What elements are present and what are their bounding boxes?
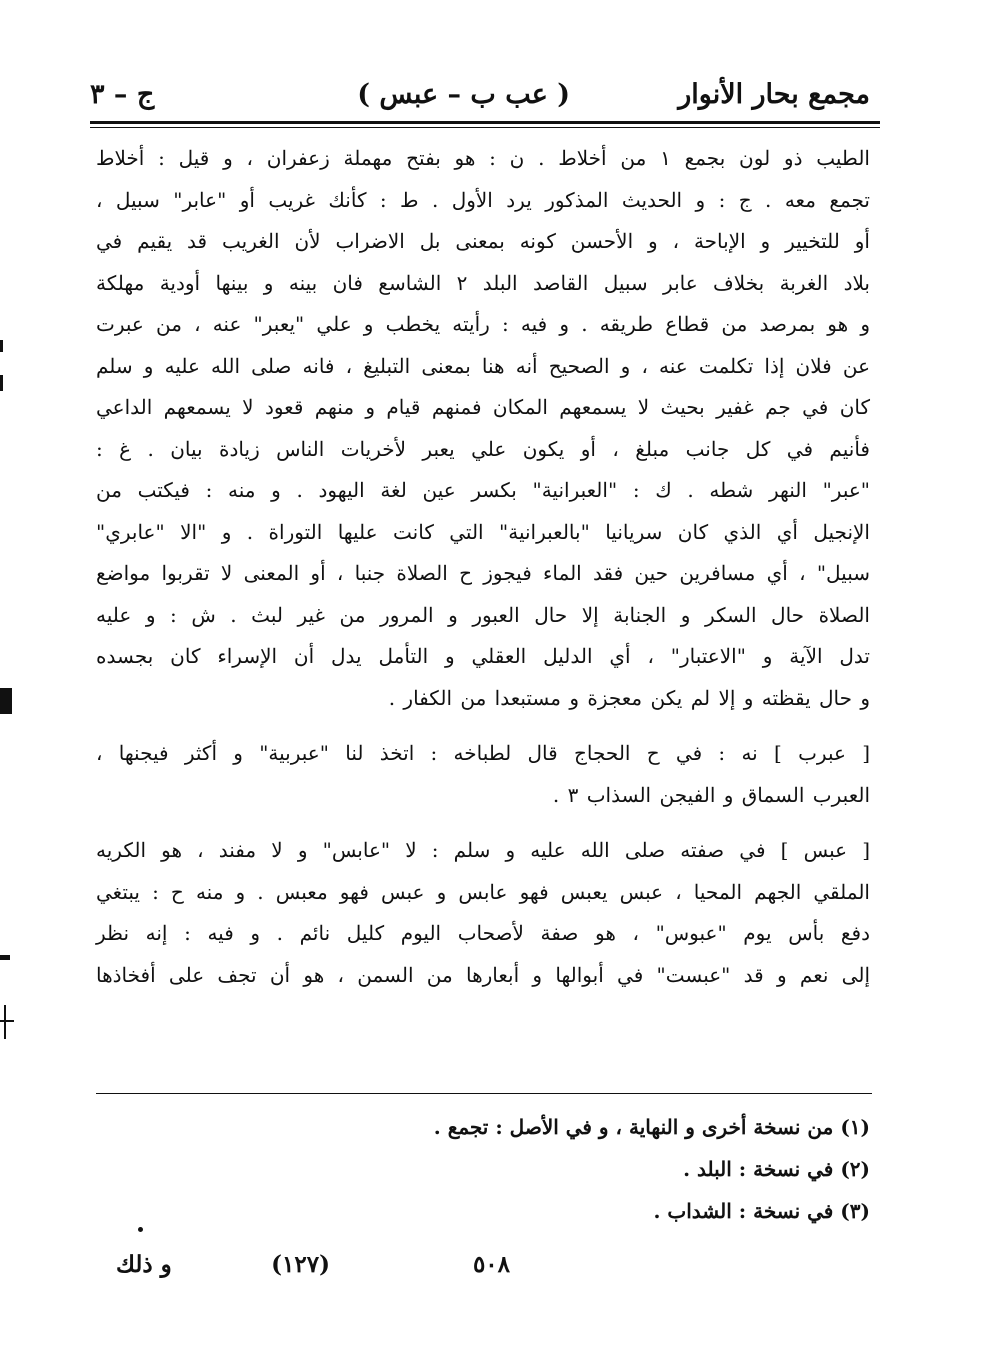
- text-line: أو للتخيير و الإباحة ، و الأحسن كونه بمعنى بل الاضراب لأن الغريب قد يقيم في: [96, 229, 870, 253]
- scan-edge-mark: [0, 1020, 14, 1022]
- original-page-number: (١٢٧): [271, 1251, 330, 1278]
- scan-edge-mark: [0, 688, 12, 714]
- catchword: و ذلك: [116, 1251, 172, 1278]
- entry-spacer: [96, 816, 870, 830]
- text-line: عن فلان إذا تكلمت عنه ، و الصحيح أنه هنا بمعنى التبليغ ، فانه صلى الله عليه و سلم: [96, 353, 870, 378]
- footnote: (٢) في نسخة : البلد .: [683, 1157, 870, 1181]
- scan-edge-mark: [0, 375, 3, 391]
- text-line: العبرب السماق و الفيجن السذاب ٣ .: [552, 782, 870, 807]
- page-number: ٥٠٨: [472, 1251, 510, 1278]
- entry-spacer: [96, 719, 870, 733]
- text-line: و حال يقظته و إلا لم يكن معجزة و مستبعدا من الكفار .: [388, 685, 870, 710]
- main-text: [96, 138, 870, 996]
- scan-dot: [138, 1227, 143, 1232]
- text-line: بلاد الغربة بخلاف عابر سبيل القاصد البلد ٢ الشاسع فان بينه و بينها أودية مهلكة: [96, 270, 870, 295]
- header-rule-thick: [90, 121, 880, 124]
- scan-edge-mark: [0, 340, 3, 352]
- scan-edge-mark: [4, 1005, 6, 1039]
- footnote: (١) من نسخة أخرى و النهاية ، و في الأصل : تجمع .: [433, 1115, 870, 1139]
- footnotes: [96, 1106, 870, 1232]
- text-line: فأنيم في كل جانب مبلغ ، أو يكون علي يعبر لأخريات الناس زيادة بيان . غ :: [96, 436, 870, 461]
- footnote: (٣) في نسخة : الشداب .: [653, 1199, 870, 1223]
- text-line: دفع بأس يوم "عبوس" ، هو صفة لأصحاب اليوم كليل نائم . و فيه : إنه نظر: [96, 921, 870, 945]
- text-line: تدل الآية و "الاعتبار" ، أي الدليل العقلي و التأمل يدل أن الإسراء كان بجسده: [96, 644, 870, 668]
- text-line: تجمع معه . ج : و الحديث المذكور يرد الأول . ط : كأنك غريب أو "عابر" سبيل ،: [96, 187, 870, 212]
- text-line: [ عبس ] في صفته صلى الله عليه و سلم : لا "عابس" و لا مفند ، هو الكريه: [96, 838, 870, 862]
- footnote-rule: [96, 1093, 872, 1094]
- entry-block: [96, 138, 870, 719]
- entry-range: ( عب ب – عبس ): [357, 79, 570, 110]
- text-line: الملقي الجهم المحيا ، عبس يعبس فهو عابس و عبس فهو معبس . و منه ح : يبتغي: [96, 879, 870, 904]
- running-header: [90, 72, 870, 118]
- text-line: و هو بمرصد من قطاع طريقه . و فيه : رأيته يخطب و علي "يعبر" عنه ، من عبرت: [96, 312, 870, 336]
- text-line: [ عبرب ] نه : في ح الحجاج قال لطباخه : اتخذ لنا "عبربية" و أكثر فيجنها ،: [96, 741, 871, 765]
- text-line: الصلاة حال السكر و الجنابة إلا حال العبور و المرور من غير لبث . ش : و عليه: [96, 602, 870, 627]
- text-line: "عبر" النهر شطه . ك : "العبرانية" بكسر عين لغة اليهود . و منه : فيكتب من: [96, 478, 870, 502]
- scan-edge-mark: [0, 955, 10, 960]
- entry-block-abrab: [96, 733, 870, 816]
- text-line: الإنجيل أي الذي كان سريانيا "بالعبرانية" التي كانت عليها التوراة . و "الا "عابري": [96, 519, 870, 544]
- entry-block-abas: [96, 830, 870, 996]
- volume-number: ج – ٣: [90, 79, 155, 110]
- header-rule-thin: [90, 127, 880, 128]
- page-footer: [96, 1245, 870, 1285]
- text-line: كان في جم غفير بحيث لا يسمعهم المكان فمنهم قيام و منهم قعود لا يسمعهم الداعي: [96, 395, 870, 419]
- text-line: الطيب ذو لون بجمع ١ من أخلاط . ن : هو بفتح مهملة زعفران ، و قيل : أخلاط: [96, 146, 870, 170]
- text-line: سبيل" ، أي مسافرين حين فقد الماء فيجوز ح الصلاة جنبا ، أو المعنى لا تقربوا مواضع: [96, 561, 870, 585]
- book-title: مجمع بحار الأنوار: [678, 79, 870, 110]
- text-line: إلى نعم و قد "عبست" في أبوالها و أبعارها من السمن ، هو أن تجف على أفخاذها: [96, 962, 870, 987]
